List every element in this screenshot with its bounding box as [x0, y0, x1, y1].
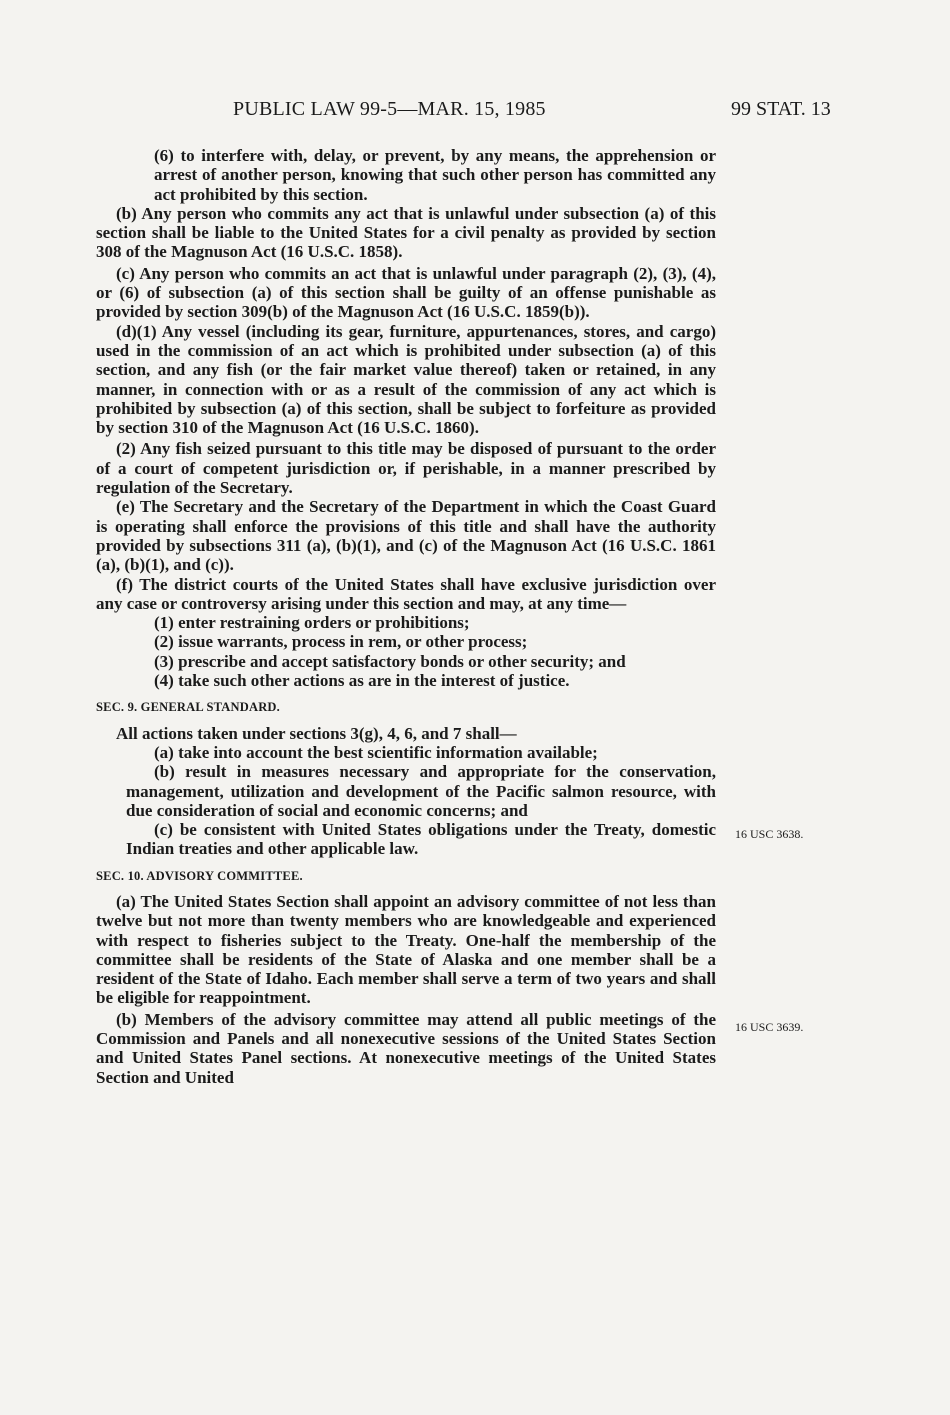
section-10-paragraph-b: (b) Members of the advisory committee may attend all public meetings of the Commission and Panels and all nonexecutive sessions of the United States Section and United States Panel sections. At nonexecutive meetings of the United States Section and United — [96, 1009, 716, 1087]
paragraph-b: (b) Any person who commits any act that is unlawful under subsection (a) of this section shall be liable to the United States for a civil penalty as provided by section 308 of the Magnuson Act (16 U.S.C. 1858). — [96, 203, 716, 262]
section-9-intro: All actions taken under sections 3(g), 4, 6, and 7 shall— — [116, 723, 517, 743]
page-header — [0, 98, 950, 128]
paragraph-f: (f) The district courts of the United States shall have exclusive jurisdiction over any case or controversy arising under this section and may, at any time— — [96, 574, 716, 613]
document-body — [96, 146, 716, 1087]
paragraph-c: (c) Any person who commits an act that is unlawful under paragraph (2), (3), (4), or (6) of subsection (a) of this section shall be guilty of an offense punishable as provided by section 309(b) of the Magnuson Act (16 U.S.C. 1859(b)). — [96, 263, 716, 322]
list-item-f2: (2) issue warrants, process in rem, or other process; — [154, 632, 528, 652]
page-title: PUBLIC LAW 99-5—MAR. 15, 1985 — [233, 98, 546, 120]
paragraph-a6: (6) to interfere with, delay, or prevent, by any means, the apprehension or arrest of another person, knowing that such other person has committed any act prohibited by this section. — [154, 146, 716, 204]
list-item-f1: (1) enter restraining orders or prohibitions; — [154, 613, 470, 633]
section-9-item-b: (b) result in measures necessary and appropriate for the conservation, management, utilization and development of the Pacific salmon resource, with due consideration of social and economic concerns; and — [126, 762, 716, 820]
section-10-heading: SEC. 10. ADVISORY COMMITTEE. — [96, 868, 303, 883]
section-10-paragraph-a: (a) The United States Section shall appoint an advisory committee of not less than twelve but not more than twenty members who are knowledgeable and experienced with respect to fisheries subject to the Treaty. One-half the membership of the committee shall be residents of the State of Alaska and one member shall be a resident of the State of Idaho. Each member shall serve a term of two years and shall be eligible for reappointment. — [96, 891, 716, 1008]
section-9-heading: SEC. 9. GENERAL STANDARD. — [96, 700, 280, 715]
margin-note-16-usc-3638: 16 USC 3638. — [735, 827, 804, 841]
section-9-item-c: (c) be consistent with United States obligations under the Treaty, domestic Indian treaties and other applicable law. — [126, 820, 716, 859]
paragraph-d1: (d)(1) Any vessel (including its gear, furniture, appurtenances, stores, and cargo) used in the commission of an act which is prohibited under subsection (a) of this section, and any fish (or the fair market value thereof) taken or retained, in any manner, in connection with or as a result of the commission of any act which is prohibited by subsection (a) of this section, shall be subject to forfeiture as provided by section 310 of the Magnuson Act (16 U.S.C. 1860). — [96, 321, 716, 438]
paragraph-e: (e) The Secretary and the Secretary of the Department in which the Coast Guard is operating shall enforce the provisions of this title and shall have the authority provided by subsections 311 (a), (b)(1), and (c) of the Magnuson Act (16 U.S.C. 1861 (a), (b)(1), and (c)). — [96, 497, 716, 575]
section-9-item-a: (a) take into account the best scientific information available; — [154, 742, 598, 762]
margin-note-16-usc-3639: 16 USC 3639. — [735, 1020, 804, 1034]
statute-citation: 99 STAT. 13 — [731, 98, 831, 120]
list-item-f4: (4) take such other actions as are in the interest of justice. — [154, 671, 570, 691]
list-item-f3: (3) prescribe and accept satisfactory bonds or other security; and — [154, 651, 626, 671]
paragraph-d2: (2) Any fish seized pursuant to this title may be disposed of pursuant to the order of a court of competent jurisdiction or, if perishable, in a manner prescribed by regulation of the Secretary. — [96, 439, 716, 498]
